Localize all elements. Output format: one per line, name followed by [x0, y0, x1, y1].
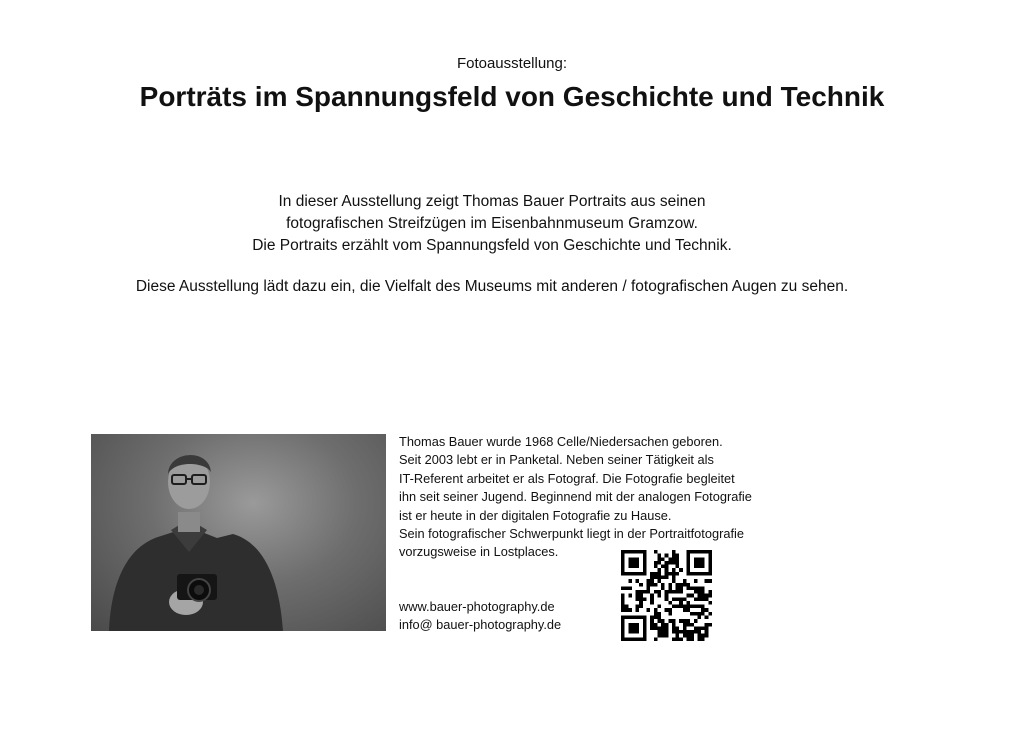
email-link[interactable]: info@ bauer-photography.de — [399, 617, 562, 633]
bio-line: Seit 2003 lebt er in Panketal. Neben seiner Tätigkeit als — [399, 452, 714, 468]
bio-line: ist er heute in der digitalen Fotografie zu Hause. — [399, 507, 672, 523]
exhibition-label: Fotoausstellung: — [456, 55, 568, 72]
biography — [399, 433, 849, 562]
bio-line: Sein fotografischer Schwerpunkt liegt in der Portraitfotografie — [399, 526, 744, 542]
qr-code-icon[interactable] — [621, 550, 712, 641]
bio-line: vorzugsweise in Lostplaces. — [399, 544, 559, 560]
intro-line: In dieser Ausstellung zeigt Thomas Bauer Portraits aus seinen — [278, 193, 706, 210]
bio-line: Thomas Bauer wurde 1968 Celle/Niedersachen geboren. — [399, 434, 723, 449]
contact-info — [399, 598, 561, 635]
bio-line: IT-Referent arbeitet er als Fotograf. Die Fotografie begleitet — [399, 470, 735, 486]
intro-text — [0, 191, 984, 257]
website-link[interactable]: www.bauer-photography.de — [399, 599, 555, 614]
bio-line: ihn seit seiner Jugend. Beginnend mit der analogen Fotografie — [399, 489, 752, 505]
intro-line: Die Portraits erzählt vom Spannungsfeld von Geschichte und Technik. — [252, 237, 732, 254]
intro-line: fotografischen Streifzügen im Eisenbahnmuseum Gramzow. — [286, 215, 698, 232]
page-title: Porträts im Spannungsfeld von Geschichte und Technik — [139, 81, 885, 112]
photographer-portrait — [91, 434, 386, 631]
invitation-text: Diese Ausstellung lädt dazu ein, die Vielfalt des Museums mit anderen / fotografischen Augen zu sehen. — [135, 278, 849, 295]
portrait-illustration — [91, 434, 386, 631]
